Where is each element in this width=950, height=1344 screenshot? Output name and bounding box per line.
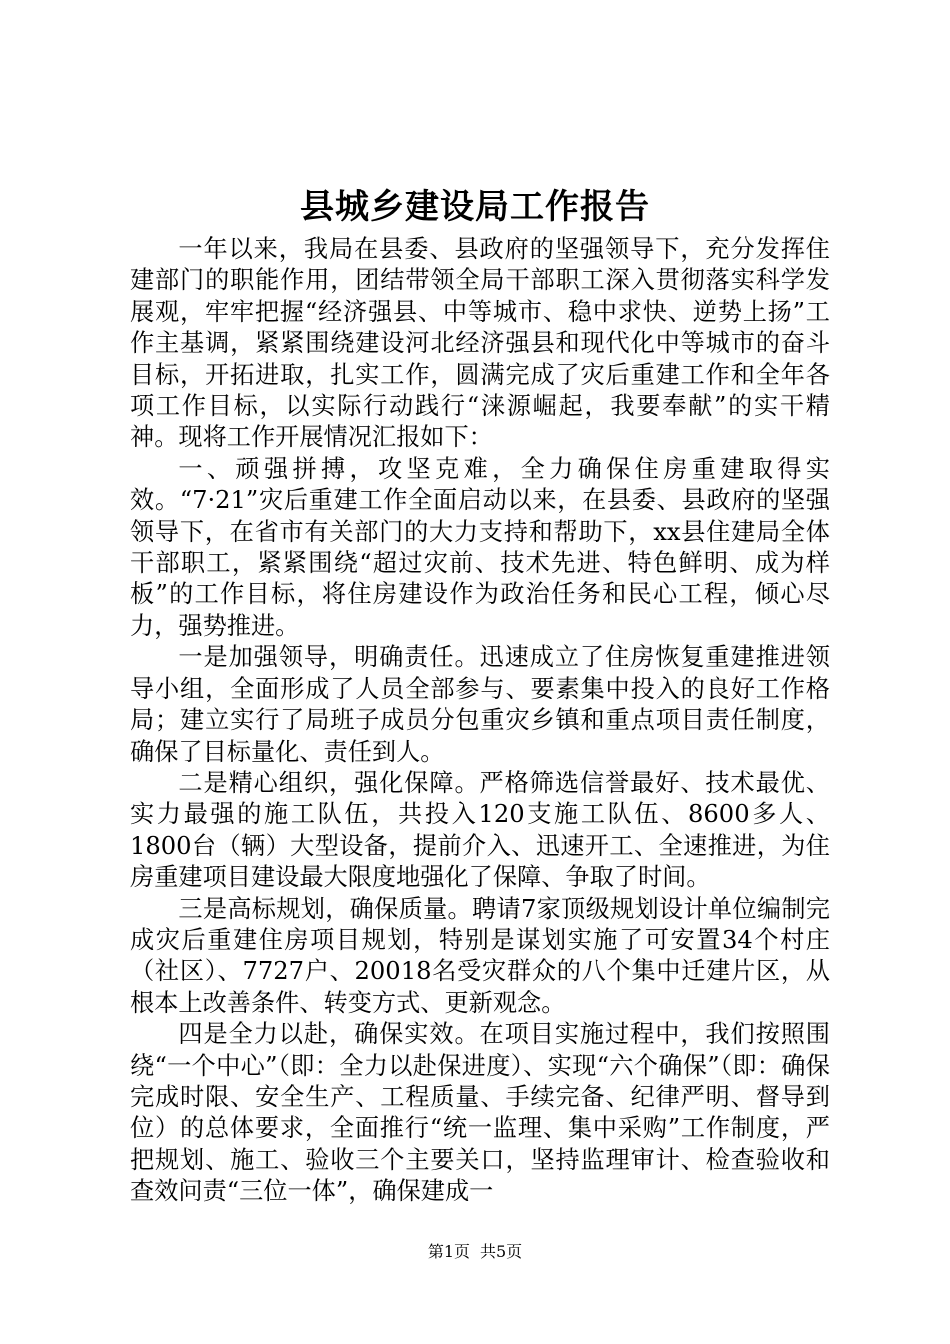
paragraph-point-4: 四是全力以赴，确保实效。在项目实施过程中，我们按照围绕“一个中心”（即：全力以赴保进度）、实现“六个确保”（即：确保完成时限、安全生产、工程质量、手续完备、纪律严明、督导到位）的总体要求，全面推行“统一监理、集中采购”工作制度，严把规划、施工、验收三个主要关口，坚持监理审计、检查验收和查效问责“三位一体”，确保建成一 [130,1020,830,1206]
paragraph-section-1: 一、顽强拼搏，攻坚克难，全力确保住房重建取得实效。“7·21”灾后重建工作全面启动以来，在县委、县政府的坚强领导下，在省市有关部门的大力支持和帮助下，xx县住建局全体干部职工，紧紧围绕“超过灾前、技术先进、特色鲜明、成为样板”的工作目标，将住房建设作为政治任务和民心工程，倾心尽力，强势推进。 [130,454,830,640]
paragraph-intro: 一年以来，我局在县委、县政府的坚强领导下，充分发挥住建部门的职能作用，团结带领全局干部职工深入贯彻落实科学发展观，牢牢把握“经济强县、中等城市、稳中求快、逆势上扬”工作主基调，紧紧围绕建设河北经济强县和现代化中等城市的奋斗目标，开拓进取，扎实工作，圆满完成了灾后重建工作和全年各项工作目标，以实际行动践行“涞源崛起，我要奉献”的实干精神。现将工作开展情况汇报如下： [130,235,830,452]
paragraph-point-2: 二是精心组织，强化保障。严格筛选信誉最好、技术最优、实力最强的施工队伍，共投入120支施工队伍、8600多人、1800台（辆）大型设备，提前介入、迅速开工、全速推进，为住房重建项目建设最大限度地强化了保障、争取了时间。 [130,768,830,892]
paragraph-point-3: 三是高标规划，确保质量。聘请7家顶级规划设计单位编制完成灾后重建住房项目规划，特别是谋划实施了可安置34个村庄（社区）、7727户、20018名受灾群众的八个集中迁建片区，从根本上改善条件、转变方式、更新观念。 [130,894,830,1017]
page-footer [0,1240,950,1264]
document-title: 县城乡建设局工作报告 [300,187,650,227]
page-total: 共5页 [480,1242,523,1261]
page-number: 第1页 [427,1242,470,1261]
document-body [130,234,830,1208]
paragraph-point-1: 一是加强领导，明确责任。迅速成立了住房恢复重建推进领导小组，全面形成了人员全部参与、要素集中投入的良好工作格局；建立实行了局班子成员分包重灾乡镇和重点项目责任制度，确保了目标量化、责任到人。 [130,643,830,766]
